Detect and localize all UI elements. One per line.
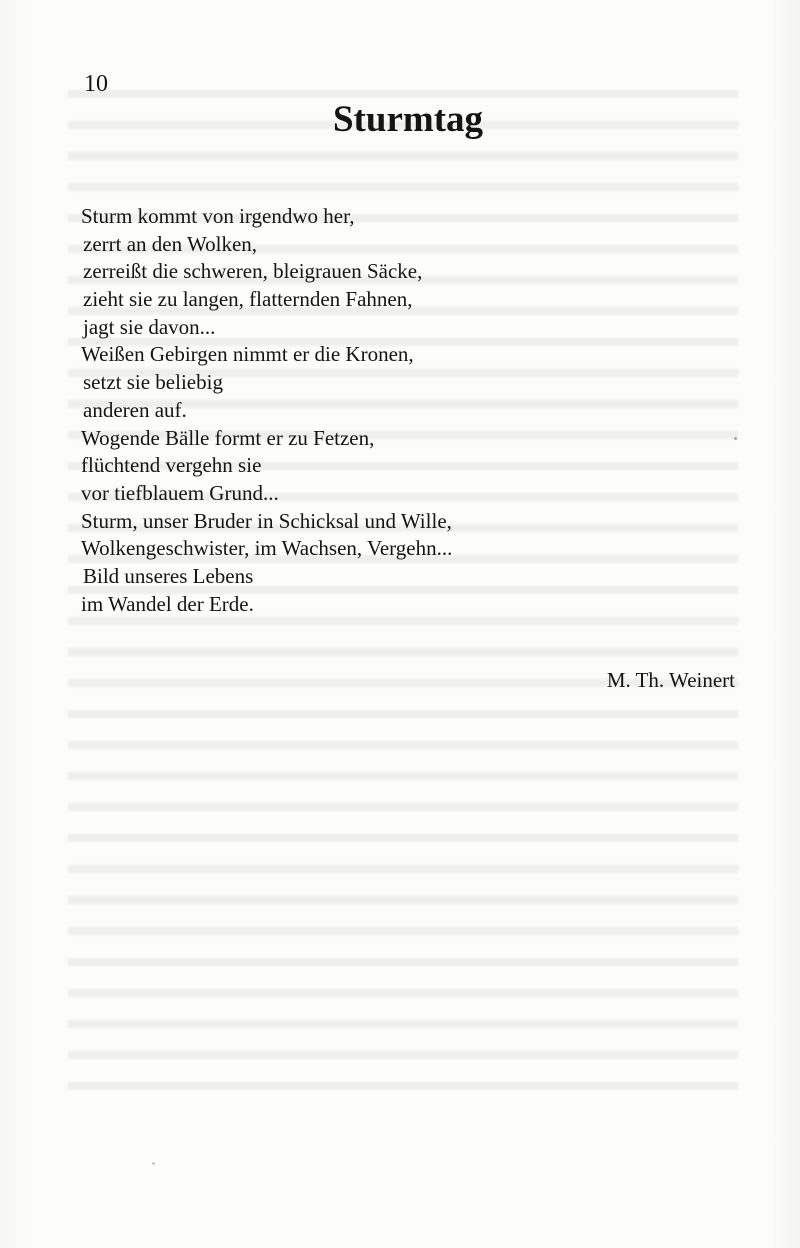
poem-line: Wogende Bälle formt er zu Fetzen, bbox=[81, 425, 375, 450]
poem-line: anderen auf. bbox=[83, 397, 187, 422]
poem-title: Sturmtag bbox=[332, 99, 484, 140]
poem-author: M. Th. Weinert bbox=[606, 668, 735, 692]
poem-line: jagt sie davon... bbox=[83, 314, 216, 339]
page-number: 10 bbox=[84, 71, 108, 97]
poem-line: flüchtend vergehn sie bbox=[81, 453, 262, 478]
poem-line: zieht sie zu langen, flatternden Fahnen, bbox=[83, 287, 413, 312]
poem-line: Sturm kommt von irgendwo her, bbox=[81, 204, 355, 228]
poem-line: vor tiefblauem Grund... bbox=[81, 480, 279, 505]
poem-line: Weißen Gebirgen nimmt er die Kronen, bbox=[81, 342, 414, 367]
poem-line: Bild unseres Lebens bbox=[83, 563, 254, 588]
paper-speck bbox=[734, 437, 737, 440]
poem-body bbox=[81, 203, 452, 618]
poem-line: Sturm, unser Bruder in Schicksal und Wille, bbox=[81, 508, 452, 533]
poem-line: zerrt an den Wolken, bbox=[83, 231, 258, 256]
poem-line: zerreißt die schweren, bleigrauen Säcke, bbox=[83, 259, 423, 284]
paper-speck bbox=[152, 1162, 155, 1165]
poem-line: Wolkengeschwister, im Wachsen, Vergehn... bbox=[81, 536, 453, 561]
poem-line: im Wandel der Erde. bbox=[81, 591, 254, 616]
poem-line: setzt sie beliebig bbox=[83, 370, 223, 395]
